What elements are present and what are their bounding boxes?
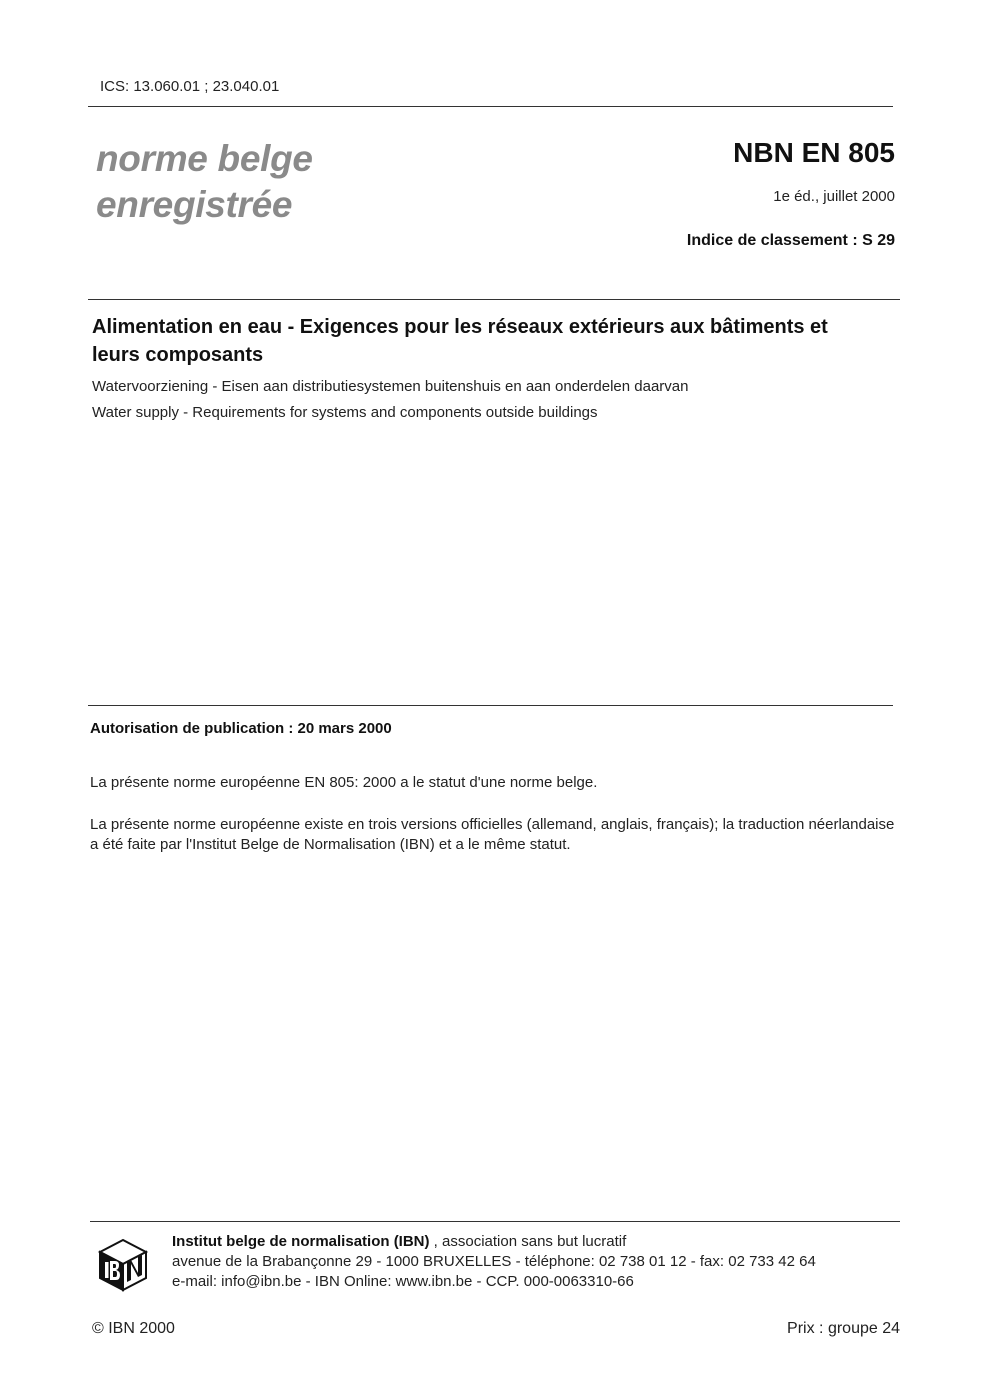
document-type-line2: enregistrée bbox=[96, 184, 293, 225]
ibn-logo-icon bbox=[96, 1238, 150, 1292]
edition-date: 1e éd., juillet 2000 bbox=[773, 188, 895, 205]
institute-address: avenue de la Brabançonne 29 - 1000 BRUXELLES - téléphone: 02 738 01 12 - fax: 02 733 42 64 bbox=[172, 1253, 816, 1270]
institute-line bbox=[172, 1232, 816, 1252]
standard-number: NBN EN 805 bbox=[733, 137, 895, 168]
institute-contact: e-mail: info@ibn.be - IBN Online: www.ibn.be - CCP. 000-0063310-66 bbox=[172, 1273, 634, 1290]
body-divider bbox=[88, 705, 893, 706]
title-dutch: Watervoorziening - Eisen aan distributiesystemen buitenshuis en aan onderdelen daarvan bbox=[92, 378, 689, 395]
publication-authorization: Autorisation de publication : 20 mars 2000 bbox=[90, 720, 392, 737]
header-divider bbox=[88, 106, 893, 107]
document-type-line1: norme belge bbox=[96, 138, 313, 179]
copyright: © IBN 2000 bbox=[92, 1320, 175, 1337]
institute-name: Institut belge de normalisation (IBN) bbox=[172, 1233, 430, 1250]
footer-divider bbox=[90, 1221, 900, 1222]
institute-status: , association sans but lucratif bbox=[429, 1233, 627, 1250]
price-group: Prix : groupe 24 bbox=[787, 1320, 900, 1337]
title-french: Alimentation en eau - Exigences pour les réseaux extérieurs aux bâtiments et leurs composants bbox=[92, 316, 828, 366]
versions-paragraph: La présente norme européenne existe en trois versions officielles (allemand, anglais, français); la traduction néerlandaise a été faite par l'Institut Belge de Normalisation (IBN) et a le même statut. bbox=[90, 816, 895, 853]
classification-index: Indice de classement : S 29 bbox=[686, 232, 895, 249]
institute-info bbox=[172, 1232, 816, 1292]
title-divider bbox=[88, 299, 900, 300]
status-paragraph: La présente norme européenne EN 805: 2000 a le statut d'une norme belge. bbox=[90, 774, 598, 791]
ics-codes: ICS: 13.060.01 ; 23.040.01 bbox=[100, 78, 280, 95]
title-english: Water supply - Requirements for systems and components outside buildings bbox=[92, 404, 598, 421]
